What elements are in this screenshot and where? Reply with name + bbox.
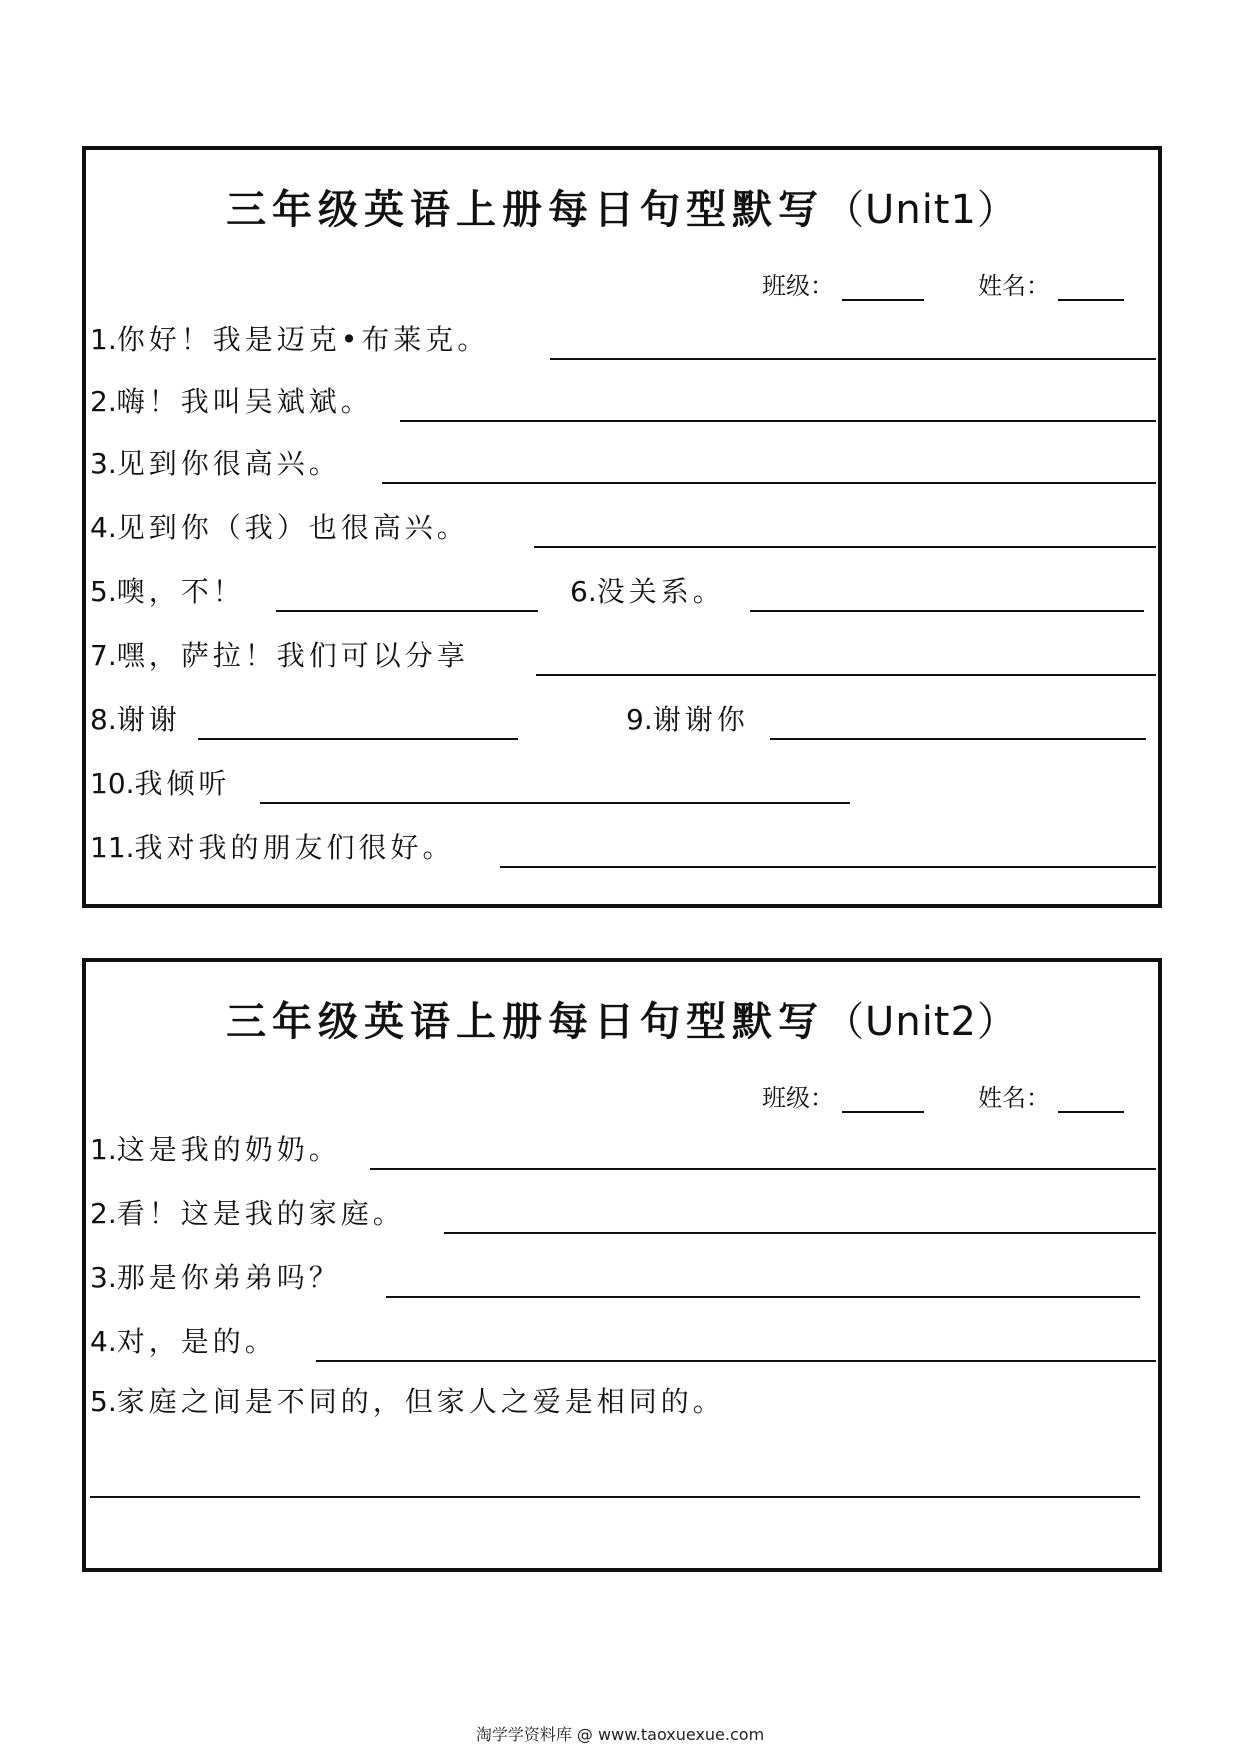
name-field [978,266,1124,301]
name-blank[interactable] [1058,273,1124,301]
sentence-line [90,754,850,804]
answer-blank[interactable] [534,546,1156,548]
worksheet-unit1 [82,146,1162,908]
student-info [86,266,1158,306]
sentence-line [90,310,1156,360]
sentence-prompt: 2.看！这是我的家庭。 [90,1192,409,1232]
unit-label: （Unit2） [824,999,1018,1045]
sentence-line [90,372,1156,422]
class-blank[interactable] [842,1085,924,1113]
answer-blank[interactable] [260,802,850,804]
sentence-line [570,562,1152,612]
answer-blank[interactable] [90,1496,1140,1498]
answer-blank[interactable] [500,866,1156,868]
answer-blank[interactable] [750,610,1144,612]
page-footer: 淘学学资料库 @ www.taoxuexue.com [475,1725,765,1744]
sentence-prompt: 5.噢，不！ [90,570,249,610]
class-blank[interactable] [842,273,924,301]
class-label: 班级： [762,1084,834,1112]
sentence-prompt: 7.嘿，萨拉！我们可以分享 [90,634,473,674]
worksheet-title [86,990,1158,1047]
name-blank[interactable] [1058,1085,1124,1113]
sentence-line [90,498,1156,548]
name-label: 姓名： [978,1084,1050,1112]
answer-blank[interactable] [550,358,1156,360]
answer-blank[interactable] [770,738,1146,740]
sentence-prompt: 3.见到你很高兴。 [90,442,345,482]
sentence-line [90,626,1156,676]
answer-blank[interactable] [316,1360,1156,1362]
sentence-prompt: 2.嗨！我叫吴斌斌。 [90,380,377,420]
class-field [762,1078,924,1113]
sentence-prompt: 8.谢谢 [90,698,185,738]
sentence-line [90,1184,1156,1234]
sentence-prompt: 3.那是你弟弟吗？ [90,1256,345,1296]
sentence-line [90,1248,1140,1298]
sentence-prompt: 6.没关系。 [570,570,729,610]
title-text: 三年级英语上册每日句型默写 [226,998,825,1045]
worksheet-unit2 [82,958,1162,1572]
answer-blank[interactable] [536,674,1156,676]
class-label: 班级： [762,272,834,300]
unit-label: （Unit1） [824,187,1018,233]
sentence-prompt: 11.我对我的朋友们很好。 [90,826,459,866]
answer-blank[interactable] [276,610,538,612]
answer-blank[interactable] [370,1168,1156,1170]
sentence-prompt: 4.对，是的。 [90,1320,281,1360]
sentence-line [90,1448,1140,1498]
sentence-line [90,818,1156,868]
title-text: 三年级英语上册每日句型默写 [226,186,825,233]
sentence-line [90,1312,1156,1362]
sentence-line [90,1120,1156,1170]
sentence-prompt: 5.家庭之间是不同的，但家人之爱是相同的。 [90,1380,729,1420]
sentence-prompt: 10.我倾听 [90,762,235,802]
sentence-prompt: 9.谢谢你 [626,698,753,738]
sentence-line [90,690,522,740]
student-info [86,1078,1158,1118]
name-field [978,1078,1124,1113]
answer-blank[interactable] [198,738,518,740]
answer-blank[interactable] [400,420,1156,422]
sentence-prompt: 4.见到你（我）也很高兴。 [90,506,473,546]
sentence-prompt: 1.你好！我是迈克•布莱克。 [90,318,493,358]
worksheet-title [86,178,1158,235]
sentence-line [90,1372,1156,1422]
name-label: 姓名： [978,272,1050,300]
sentence-line [90,562,540,612]
sentence-prompt: 1.这是我的奶奶。 [90,1128,345,1168]
answer-blank[interactable] [444,1232,1156,1234]
sentence-line [90,434,1156,484]
answer-blank[interactable] [382,482,1156,484]
sentence-line [626,690,1152,740]
class-field [762,266,924,301]
answer-blank[interactable] [386,1296,1140,1298]
